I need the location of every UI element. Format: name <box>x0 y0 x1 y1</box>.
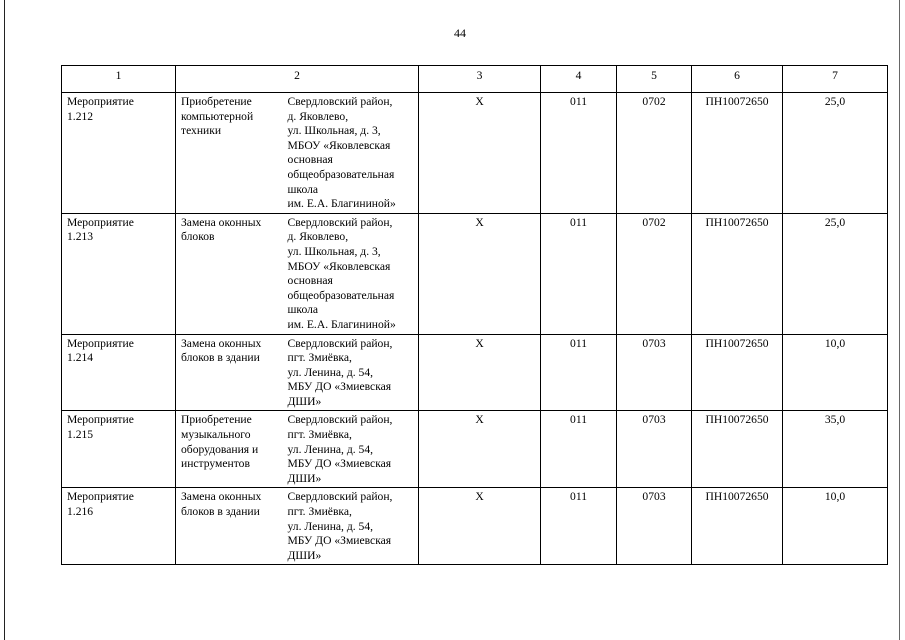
header-cell-7: 7 <box>783 66 888 93</box>
address-cell: Свердловский район, д. Яковлево, ул. Школьная, д. 3, МБОУ «Яковлевская основная общеобразовательная школа им. Е.А. Благининой» <box>283 213 419 334</box>
col4-cell: 011 <box>541 213 617 334</box>
col6-cell: ПН10072650 <box>692 334 783 411</box>
col6-cell: ПН10072650 <box>692 213 783 334</box>
col6-cell: ПН10072650 <box>692 488 783 565</box>
activity-name-cell: Замена оконных блоков в здании <box>176 488 283 565</box>
address-cell: Свердловский район, пгт. Змиёвка, ул. Ленина, д. 54, МБУ ДО «Змиевская ДШИ» <box>283 411 419 488</box>
activity-name-cell: Приобретение компьютерной техники <box>176 93 283 214</box>
col6-cell: ПН10072650 <box>692 93 783 214</box>
header-cell-3: 3 <box>419 66 541 93</box>
address-cell: Свердловский район, пгт. Змиёвка, ул. Ленина, д. 54, МБУ ДО «Змиевская ДШИ» <box>283 488 419 565</box>
amount-cell: 10,0 <box>783 488 888 565</box>
col4-cell: 011 <box>541 488 617 565</box>
col3-cell: Х <box>419 411 541 488</box>
address-cell: Свердловский район, д. Яковлево, ул. Школьная, д. 3, МБОУ «Яковлевская основная общеобразовательная школа им. Е.А. Благининой» <box>283 93 419 214</box>
page-edge-right <box>899 0 900 640</box>
activities-table <box>61 65 888 565</box>
col3-cell: Х <box>419 93 541 214</box>
activity-name-cell: Приобретение музыкального оборудования и инструментов <box>176 411 283 488</box>
table-row <box>62 213 888 334</box>
address-cell: Свердловский район, пгт. Змиёвка, ул. Ленина, д. 54, МБУ ДО «Змиевская ДШИ» <box>283 334 419 411</box>
amount-cell: 35,0 <box>783 411 888 488</box>
header-cell-4: 4 <box>541 66 617 93</box>
activity-name-cell: Замена оконных блоков в здании <box>176 334 283 411</box>
col4-cell: 011 <box>541 334 617 411</box>
header-cell-2: 2 <box>176 66 419 93</box>
table-row <box>62 334 888 411</box>
header-cell-1: 1 <box>62 66 176 93</box>
activity-cell: Мероприятие 1.216 <box>62 488 176 565</box>
col5-cell: 0702 <box>617 93 692 214</box>
amount-cell: 25,0 <box>783 93 888 214</box>
table-row <box>62 488 888 565</box>
col6-cell: ПН10072650 <box>692 411 783 488</box>
col4-cell: 011 <box>541 411 617 488</box>
table-row <box>62 411 888 488</box>
col3-cell: Х <box>419 334 541 411</box>
activity-name-cell: Замена оконных блоков <box>176 213 283 334</box>
amount-cell: 25,0 <box>783 213 888 334</box>
col4-cell: 011 <box>541 93 617 214</box>
page-number: 44 <box>454 26 466 40</box>
table-row <box>62 93 888 214</box>
header-cell-6: 6 <box>692 66 783 93</box>
col5-cell: 0703 <box>617 488 692 565</box>
activity-cell: Мероприятие 1.213 <box>62 213 176 334</box>
col5-cell: 0703 <box>617 411 692 488</box>
col5-cell: 0703 <box>617 334 692 411</box>
activity-cell: Мероприятие 1.214 <box>62 334 176 411</box>
table-header-row <box>62 66 888 93</box>
col3-cell: Х <box>419 213 541 334</box>
page-edge-left <box>4 0 5 640</box>
activity-cell: Мероприятие 1.212 <box>62 93 176 214</box>
col3-cell: Х <box>419 488 541 565</box>
amount-cell: 10,0 <box>783 334 888 411</box>
header-cell-5: 5 <box>617 66 692 93</box>
col5-cell: 0702 <box>617 213 692 334</box>
activity-cell: Мероприятие 1.215 <box>62 411 176 488</box>
